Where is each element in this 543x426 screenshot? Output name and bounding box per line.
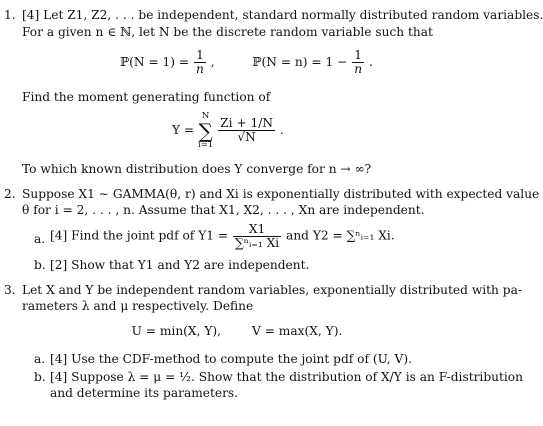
problem-3-number: 3.: [4, 283, 16, 297]
sum-bottom: i=1: [198, 139, 214, 150]
pmf-left-numerator: 1: [196, 48, 204, 62]
problem-2a-fraction: [233, 223, 281, 250]
problem-3a-text: [4] Use the CDF-method to compute the joint pdf of (U, V).: [50, 352, 412, 366]
problem-3b-text: [4] Suppose λ = μ = ½. Show that the distribution of X/Y is an F-distribution: [50, 370, 523, 384]
pmf-right-denominator: n: [354, 61, 363, 76]
problem-1-question: To which known distribution does Y converge for n → ∞?: [22, 162, 372, 176]
y-numerator: Zi + 1/N: [220, 116, 273, 131]
y-fraction: [218, 117, 275, 144]
pmf-left-denominator: n: [196, 61, 204, 76]
pmf-left: ℙ(N = 1) =: [120, 54, 190, 69]
problem-2a-numerator: X1: [248, 222, 266, 236]
sum-symbol: [198, 112, 213, 149]
problem-3-line-1: Let X and Y be independent random variables, exponentially distributed with pa-: [22, 283, 522, 297]
problem-3b-label: b.: [34, 370, 46, 384]
problem-2b-label: b.: [34, 258, 46, 272]
problem-2a-tail: and Y2 = ∑ⁿᵢ₌₁ Xi.: [286, 228, 395, 243]
problem-2a-text: [4] Find the joint pdf of Y1 =: [50, 228, 229, 243]
y-lhs: Y =: [172, 122, 195, 137]
problem-1-number: 1.: [4, 8, 16, 22]
pmf-equation: ℙ(N = 1) = $\frac{1}{n}$ , ℙ(N = n) = 1 − $\frac{1}{n}$ .: [120, 48, 373, 76]
pmf-left-fraction: [194, 49, 206, 76]
problem-2b-text: [2] Show that Y1 and Y2 are independent.: [50, 258, 310, 272]
y-denominator: √N: [218, 130, 275, 144]
problem-3a-label: a.: [34, 352, 46, 366]
pmf-right-fraction: [352, 49, 364, 76]
problem-1-line-2: For a given n ∈ ℕ, let N be the discrete random variable such that: [22, 25, 433, 39]
problem-1-line-1: [4] Let Z1, Z2, . . . be independent, standard normally distributed random variables.: [22, 8, 543, 22]
sigma-icon: ∑: [198, 118, 213, 143]
pmf-right-numerator: 1: [354, 48, 363, 62]
problem-2-number: 2.: [4, 187, 16, 201]
problem-1-find-mgf: Find the moment generating function of: [22, 90, 271, 104]
y-definition: Y = N ∑ i=1 $\frac{Zi + 1/N}{√N}$ .: [172, 111, 284, 150]
uv-definition: U = min(X, Y), V = max(X, Y).: [131, 324, 343, 338]
sum-top: N: [201, 111, 210, 121]
problem-2a-label: a.: [34, 232, 46, 246]
problem-3b-text-2: and determine its parameters.: [50, 386, 239, 400]
problem-2a-denominator: ∑ⁿᵢ₌₁ Xi: [234, 235, 280, 250]
problem-2-line-1: Suppose X1 ∼ GAMMA(θ, r) and Xi is exponentially distributed with expected value: [22, 187, 540, 201]
pmf-right: ℙ(N = n) = 1 −: [252, 54, 348, 69]
problem-3-line-2: rameters λ and μ respectively. Define: [22, 299, 254, 313]
problem-2-line-2: θ for i = 2, . . . , n. Assume that X1, X2, . . . , Xn are independent.: [22, 203, 425, 217]
problem-2a: [50, 223, 395, 250]
